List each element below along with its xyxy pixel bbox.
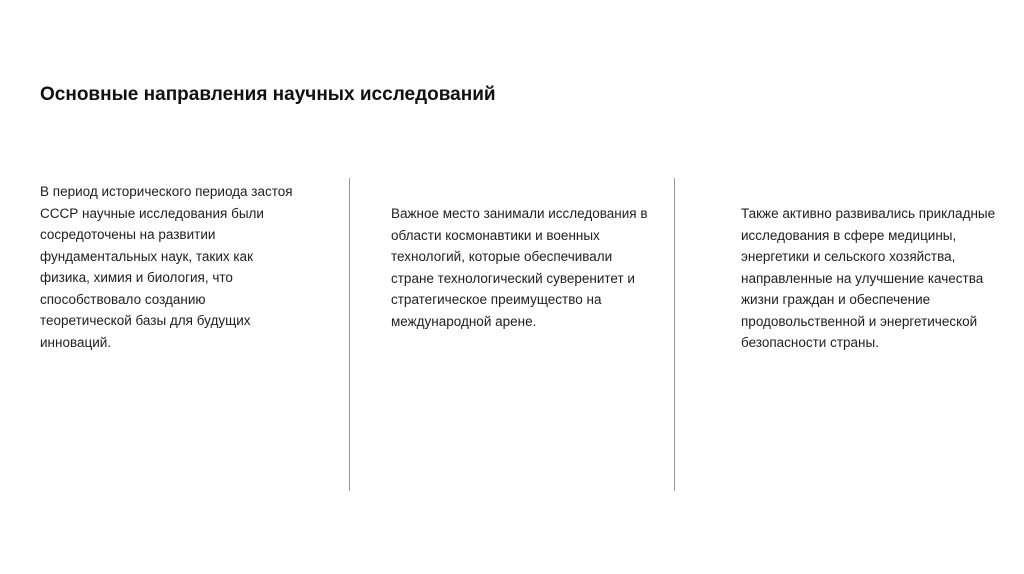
text-line: Также активно развивались прикладные xyxy=(741,206,996,221)
text-line: энергетики и сельского хозяйства, xyxy=(741,249,956,264)
text-line: направленные на улучшение качества xyxy=(741,270,984,286)
text-line: теоретической базы для будущих xyxy=(40,313,251,328)
text-line: В период исторического периода застоя xyxy=(40,184,293,199)
text-line: инноваций. xyxy=(40,334,112,350)
column-divider xyxy=(674,178,675,491)
text-line: стратегическое преимущество на xyxy=(391,292,602,307)
text-line: международной арене. xyxy=(391,313,537,329)
text-line: сосредоточены на развитии xyxy=(40,227,216,242)
text-line: исследования в сфере медицины, xyxy=(741,227,957,243)
text-line: безопасности страны. xyxy=(741,335,879,350)
text-line: физика, химия и биология, что xyxy=(40,270,233,285)
text-line: технологий, которые обеспечивали xyxy=(391,249,613,264)
column-fundamental-research xyxy=(40,181,310,353)
column-space-military-research xyxy=(391,203,661,332)
text-line: способствовало созданию xyxy=(40,291,206,307)
text-line: жизни граждан и обеспечение xyxy=(741,292,931,307)
text-line: продовольственной и энергетической xyxy=(741,313,978,329)
text-line: Важное место занимали исследования в xyxy=(391,206,648,221)
column-applied-research xyxy=(741,203,1011,354)
text-line: стране технологический суверенитет и xyxy=(391,270,635,286)
text-line: СССР научные исследования были xyxy=(40,205,264,221)
column-divider xyxy=(349,178,350,491)
text-line: области космонавтики и военных xyxy=(391,227,600,243)
slide-title: Основные направления научных исследований xyxy=(40,84,496,105)
text-line: фундаментальных наук, таких как xyxy=(40,248,253,264)
